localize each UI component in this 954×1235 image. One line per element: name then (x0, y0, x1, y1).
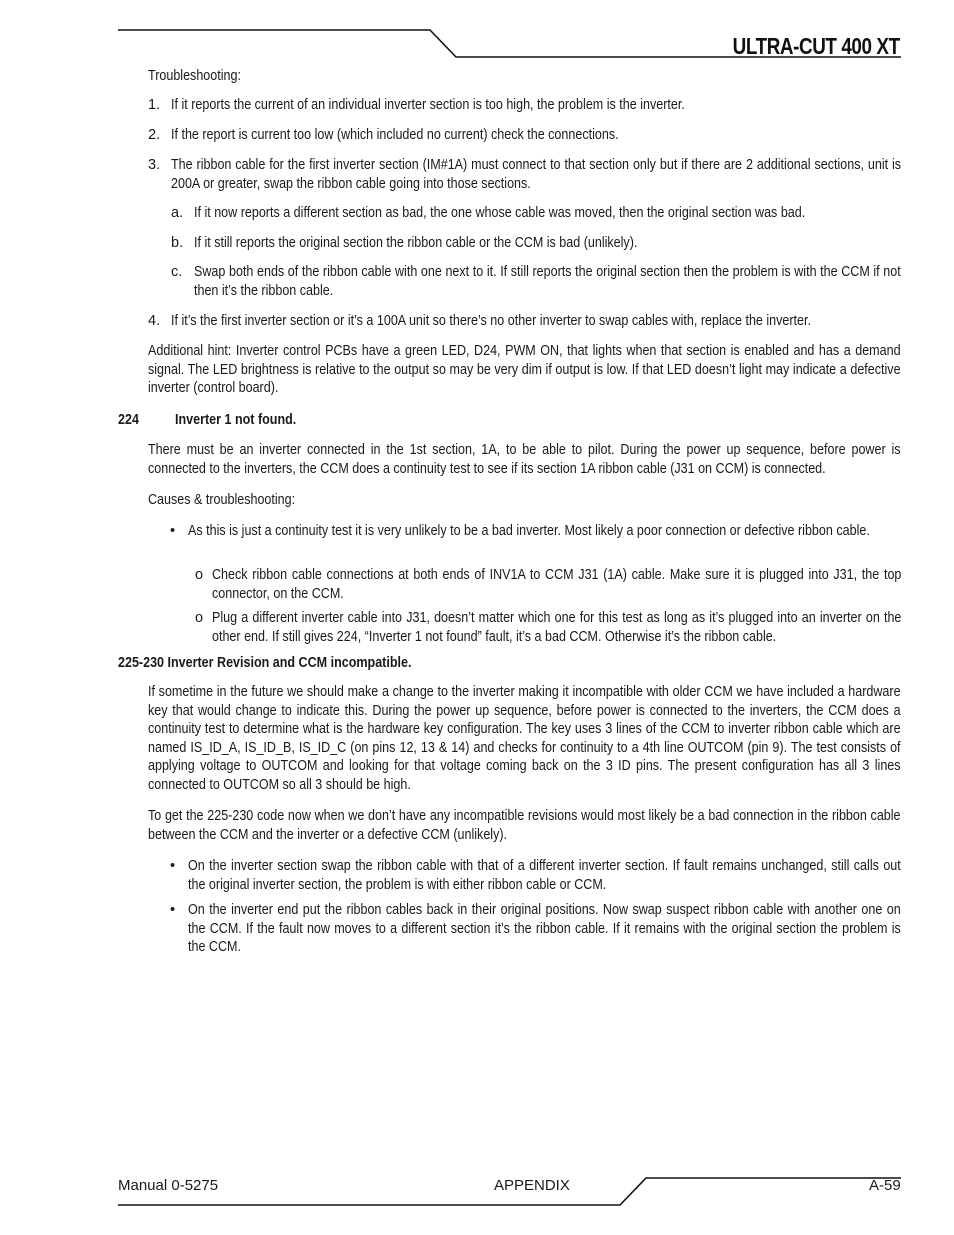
list-number: 4. (148, 313, 161, 329)
page-title: ULTRA-CUT 400 XT (732, 33, 900, 59)
sublist-item: If it now reports a different section as bad, the one whose cable was moved, then the original section was bad. (194, 205, 806, 221)
section-225-paragraph-2: To get the 225-230 code now when we don’t have any incompatible revisions would most likely be a bad connection in the ribbon cable between the CCM and the inverter or a defective CCM (unlikely). (148, 808, 901, 843)
bullet-item: On the inverter section swap the ribbon cable with that of a different inverter section. If fault remains unchanged, still calls out the original inverter section, the problem is with either ribbon cable or CCM. (188, 858, 901, 893)
bullet-item: As this is just a continuity test it is very unlikely to be a bad inverter. Most likely a poor connection or defective ribbon cable. (188, 523, 870, 539)
section-224-code: 224 (118, 412, 139, 428)
footer-section: APPENDIX (494, 1177, 570, 1194)
bullet-dot: • (170, 902, 176, 918)
bullet-item: On the inverter end put the ribbon cables back in their original positions. Now swap suspect ribbon cable with another one on the CCM. If the fault now moves to a different section it’s the ribbon cable. If it remains with the original section the problem is the CCM. (188, 902, 901, 955)
sub-bullet-item: Plug a different inverter cable into J31, doesn’t matter which one for this test as long as it’s plugged into an inverter on the other end. If still gives 224, “Inverter 1 not found” fault, it’s a bad CCM. Otherwise it’s the ribbon cable. (212, 610, 902, 645)
footer-page-number: A-59 (869, 1177, 901, 1194)
list-number: 2. (148, 127, 161, 143)
sublist-letter: b. (171, 235, 184, 251)
sub-bullet-marker: o (195, 567, 204, 583)
additional-hint: Additional hint: Inverter control PCBs have a green LED, D24, PWM ON, that lights when that section is enabled and has a demand signal. The LED brightness is relative to the output so may be very dim if output is low. If that LED doesn’t light may indicate a defective inverter (control board). (148, 343, 901, 396)
section-224-paragraph: There must be an inverter connected in the 1st section, 1A, to be able to pilot. During the power up sequence, before power is connected to the inverters, the CCM does a continuity test to see if its section 1A ribbon cable (J31 on CCM) is connected. (148, 442, 901, 477)
list-number: 3. (148, 157, 161, 173)
bullet-dot: • (170, 858, 176, 874)
troubleshooting-heading: Troubleshooting: (148, 68, 241, 84)
list-item: The ribbon cable for the first inverter section (IM#1A) must connect to that section only but if there are 2 additional sections, unit is 200A or greater, swap the ribbon cable going into those sections. (171, 157, 902, 192)
sublist-letter: c. (171, 264, 183, 280)
footer-manual-number: Manual 0-5275 (118, 1177, 219, 1194)
list-item: If it reports the current of an individual inverter section is too high, the problem is the inverter. (171, 97, 685, 113)
sublist-item: Swap both ends of the ribbon cable with one next to it. If still reports the original section then the problem is with the CCM if not then it’s the ribbon cable. (194, 264, 901, 299)
section-224-title: Inverter 1 not found. (175, 412, 297, 428)
list-item: If the report is current too low (which included no current) check the connections. (171, 127, 619, 143)
sublist-letter: a. (171, 205, 184, 221)
section-225-paragraph-1: If sometime in the future we should make a change to the inverter making it incompatible with older CCM we have included a hardware key that would change to indicate this. During the power up sequence, before power is connected to the inverters, the CCM does a continuity test to determine what is the hardware key configuration. The key uses 3 lines of the CCM to inverter ribbon cable which are named IS_ID_A, IS_ID_B, IS_ID_C (on pins 12, 13 & 14) and checks for continuity to a 4th line OUTCOM (pin 9). The test consists of applying voltage to OUTCOM and looking for that voltage coming back on the 3 ID pins. The present configuration has all 3 lines connected to OUTCOM so all 3 should be high. (148, 684, 901, 793)
list-number: 1. (148, 97, 161, 113)
sublist-item: If it still reports the original section the ribbon cable or the CCM is bad (unlikely). (194, 235, 638, 251)
list-item: If it’s the first inverter section or it’s a 100A unit so there’s no other inverter to swap cables with, replace the inverter. (171, 313, 812, 329)
sub-bullet-item: Check ribbon cable connections at both ends of INV1A to CCM J31 (1A) cable. Make sure it is plugged into J31, the top connector, on the CCM. (212, 567, 902, 602)
bullet-dot: • (170, 523, 176, 539)
section-225-title: 225-230 Inverter Revision and CCM incompatible. (118, 655, 412, 671)
causes-heading: Causes & troubleshooting: (148, 492, 296, 508)
sub-bullet-marker: o (195, 610, 204, 626)
